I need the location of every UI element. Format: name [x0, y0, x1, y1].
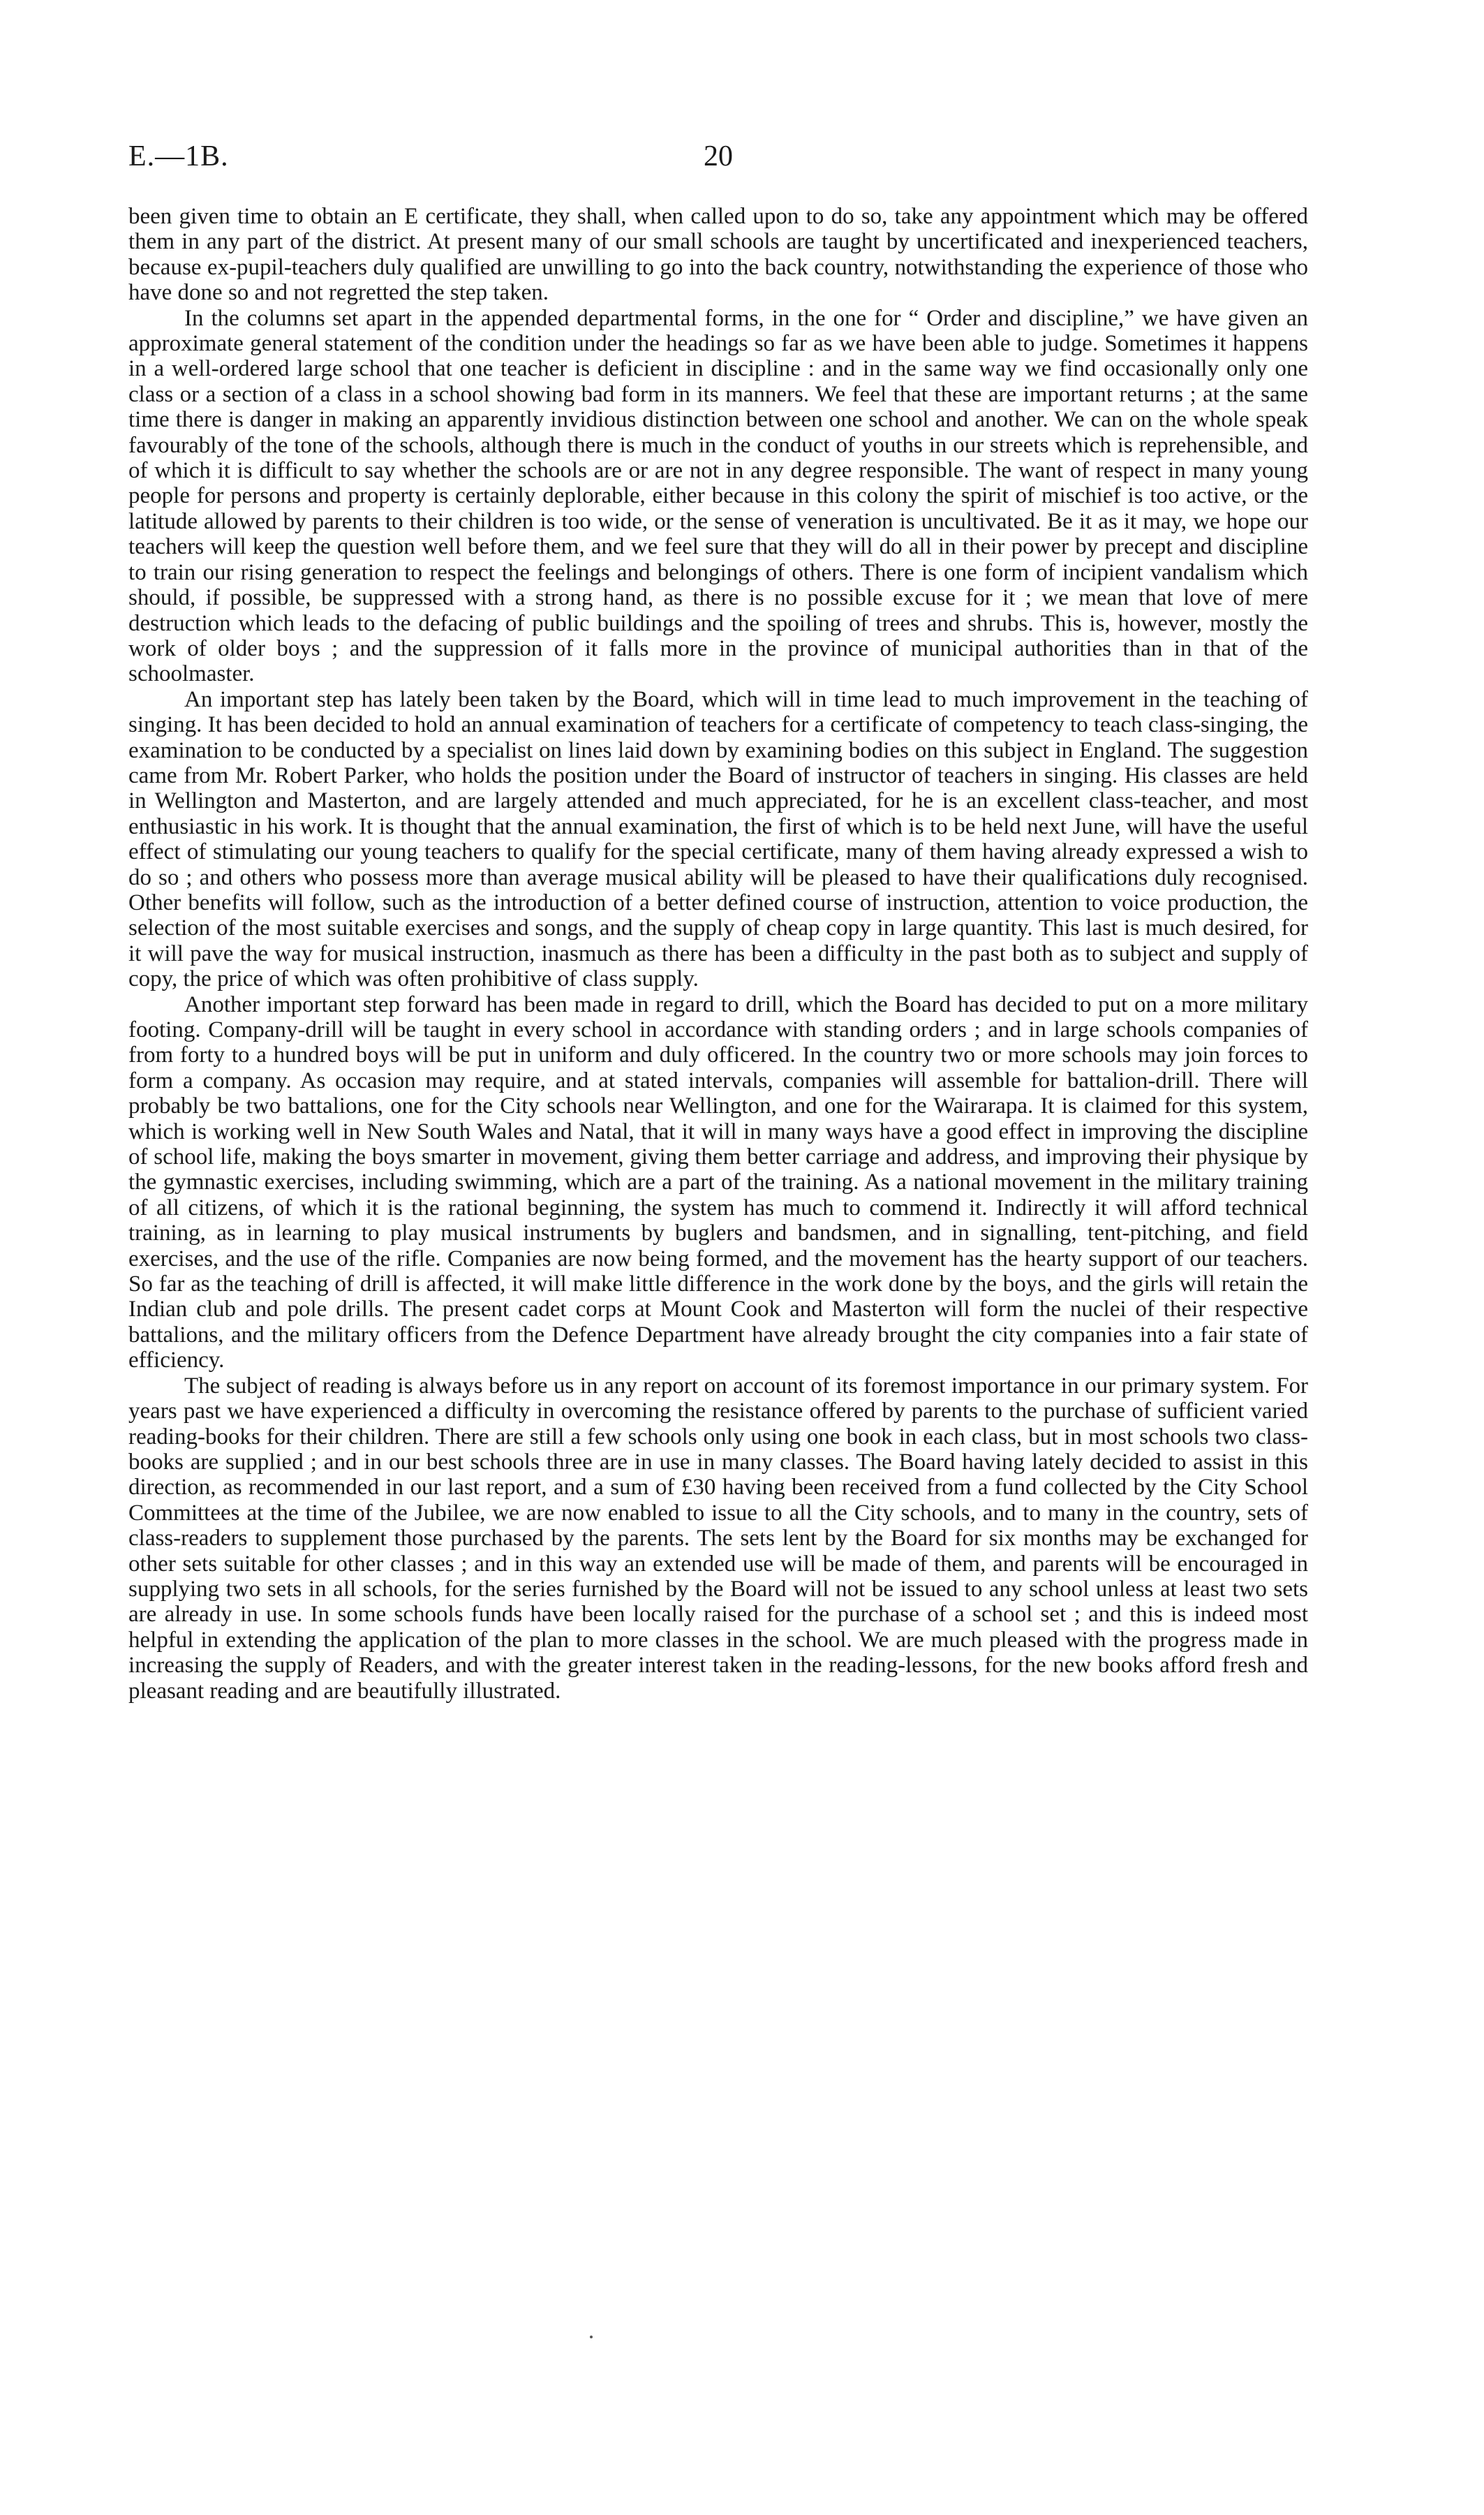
report-body [128, 204, 1308, 1704]
paragraph-order-discipline: In the columns set apart in the appended departmental forms, in the one for “ Order and discipline,” we have given an approximate general statement of the condition under the headings so far as we have been able to judge. Sometimes it happens in a well-ordered large school that one teacher is deficient in discipline : and in the same way we find occasionally only one class or a section of a class in a school showing bad form in its manners. We feel that these are important returns ; at the same time there is danger in making an apparently invidious distinction between one school and another. We can on the whole speak favourably of the tone of the schools, although there is much in the conduct of youths in our streets which is reprehensible, and of which it is difficult to say whether the schools are or are not in any degree responsible. The want of respect in many young people for persons and property is certainly deplorable, either because in this colony the spirit of mischief is too active, or the latitude allowed by parents to their children is too wide, or the sense of veneration is uncultivated. Be it as it may, we hope our teachers will keep the question well before them, and we feel sure that they will do all in their power by precept and discipline to train our rising generation to respect the feelings and belongings of others. There is one form of incipient vandalism which should, if possible, be suppressed with a strong hand, as there is no possible excuse for it ; we mean that love of mere destruction which leads to the defacing of public buildings and the spoiling of trees and shrubs. This is, however, mostly the work of older boys ; and the suppression of it falls more in the province of municipal authorities than in that of the schoolmaster. [128, 305, 1308, 687]
page-header [128, 140, 1308, 182]
paragraph-continuation: been given time to obtain an E certificate, they shall, when called upon to do so, take any appointment which may be offered them in any part of the district. At present many of our small schools are taught by uncertificated and inexperienced teachers, because ex-pupil-teachers duly qualified are unwilling to go into the back country, notwithstanding the experience of those who have done so and not regretted the step taken. [128, 204, 1308, 306]
paragraph-drill: Another important step forward has been made in regard to drill, which the Board has decided to put on a more military footing. Company-drill will be taught in every school in accordance with standing orders ; and in large schools companies of from forty to a hundred boys will be put in uniform and duly officered. In the country two or more schools may join forces to form a company. As occasion may require, and at stated intervals, companies will assemble for battalion-drill. There will probably be two battalions, one for the City schools near Wellington, and one for the Wairarapa. It is claimed for this system, which is working well in New South Wales and Natal, that it will in many ways have a good effect in improving the discipline of school life, making the boys smarter in movement, giving them better carriage and address, and improving their physique by the gymnastic exercises, including swimming, which are a part of the training. As a national movement in the military training of all citizens, of which it is the rational beginning, the system has much to commend it. Indirectly it will afford technical training, as in learning to play musical instruments by buglers and bandsmen, and in signalling, tent-pitching, and field exercises, and the use of the rifle. Companies are now being formed, and the movement has the hearty support of our teachers. So far as the teaching of drill is affected, it will make little difference in the work done by the boys, and the girls will retain the Indian club and pole drills. The present cadet corps at Mount Cook and Masterton will form the nuclei of their respective battalions, and the military officers from the Defence Department have already brought the city companies into a fair state of efficiency. [128, 991, 1308, 1373]
page-number: 20 [704, 140, 733, 172]
paragraph-reading: The subject of reading is always before us in any report on account of its foremost importance in our primary system. For years past we have experienced a difficulty in overcoming the resistance offered by parents to the purchase of sufficient varied reading-books for their children. There are still a few schools only using one book in each class, but in most schools two class-books are supplied ; and in our best schools three are in use in many classes. The Board having lately decided to assist in this direction, as recommended in our last report, and a sum of £30 having been received from a fund collected by the City School Committees at the time of the Jubilee, we are now enabled to issue to all the City schools, and to many in the country, sets of class-readers to supplement those purchased by the parents. The sets lent by the Board for six months may be exchanged for other sets suitable for other classes ; and in this way an extended use will be made of them, and parents will be encouraged in supplying two sets in all schools, for the series furnished by the Board will not be issued to any school unless at least two sets are already in use. In some schools funds have been locally raised for the purchase of a school set ; and this is indeed most helpful in extending the application of the plan to more classes in the school. We are much pleased with the progress made in increasing the supply of Readers, and with the greater interest taken in the reading-lessons, for the new books afford fresh and pleasant reading and are beautifully illustrated. [128, 1373, 1308, 1704]
document-reference: E.—1B. [128, 140, 229, 172]
paragraph-singing: An important step has lately been taken by the Board, which will in time lead to much improvement in the teaching of singing. It has been decided to hold an annual examination of teachers for a certificate of competency to teach class-singing, the examination to be conducted by a specialist on lines laid down by examining bodies on this subject in England. The suggestion came from Mr. Robert Parker, who holds the position under the Board of instructor of teachers in singing. His classes are held in Wellington and Masterton, and are largely attended and much appreciated, for he is an excellent class-teacher, and most enthusiastic in his work. It is thought that the annual examination, the first of which is to be held next June, will have the useful effect of stimulating our young teachers to qualify for the special certificate, many of them having already expressed a wish to do so ; and others who possess more than average musical ability will be pleased to have their qualifications duly recognised. Other benefits will follow, such as the introduction of a better defined course of instruction, attention to voice production, the selection of the most suitable exercises and songs, and the supply of cheap copy in large quantity. This last is much desired, for it will pave the way for musical instruction, inasmuch as there has been a difficulty in the past both as to subject and supply of copy, the price of which was often prohibitive of class supply. [128, 686, 1308, 992]
stray-mark [590, 2336, 593, 2338]
